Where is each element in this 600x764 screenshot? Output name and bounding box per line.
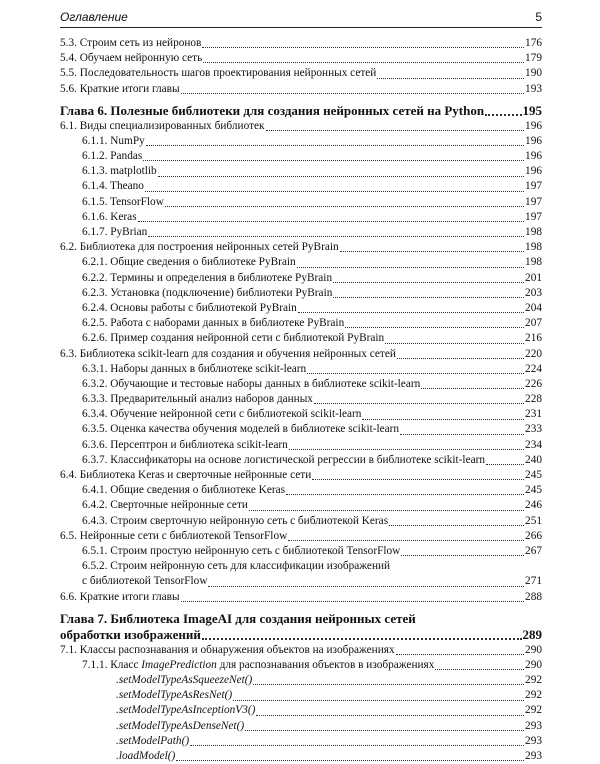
toc-entry-6-5-2-line1[interactable]: 6.5.2. Строим нейронную сеть для классификации изображений [82, 560, 391, 573]
toc-entry-6-5[interactable]: 6.5. Нейронные сети с библиотекой TensorFlow 266 [60, 529, 542, 542]
toc-entry-6-2-3[interactable]: 6.2.3. Установка (подключение) библиотеки PyBrain 203 [82, 286, 542, 299]
toc-entry-6-3[interactable]: 6.3. Библиотека scikit-learn для создания и обучения нейронных сетей 220 [60, 347, 542, 360]
toc-entry-6-2-1[interactable]: 6.2.1. Общие сведения о библиотеке PyBrain 198 [82, 256, 542, 269]
toc-entry-6-5-2-line2[interactable]: с библиотекой TensorFlow 271 [82, 575, 542, 588]
page-header [60, 6, 542, 28]
toc-entry-6-2-6[interactable]: 6.2.6. Пример создания нейронной сети с библиотекой PyBrain 216 [82, 332, 542, 345]
toc-entry-5-4[interactable]: 5.4. Обучаем нейронную сеть 179 [60, 52, 542, 65]
toc-chapter-7-line1[interactable]: Глава 7. Библиотека ImageAI для создания нейронных сетей [60, 610, 416, 626]
toc-entry-6-3-3[interactable]: 6.3.3. Предварительный анализ наборов данных 228 [82, 393, 542, 406]
toc-entry-6-1-1[interactable]: 6.1.1. NumPy 196 [82, 134, 542, 147]
toc-chapter-6[interactable]: Глава 6. Полезные библиотеки для создания нейронных сетей на Python 195 [60, 102, 542, 118]
toc-entry-6-3-1[interactable]: 6.3.1. Наборы данных в библиотеке scikit-learn 224 [82, 362, 542, 375]
toc-entry-6-3-2[interactable]: 6.3.2. Обучающие и тестовые наборы данных в библиотеке scikit-learn 226 [82, 377, 542, 390]
table-of-contents [60, 36, 542, 764]
toc-entry-6-1-3[interactable]: 6.1.3. matplotlib 196 [82, 165, 542, 178]
toc-chapter-7-line2[interactable]: обработки изображений 289 [60, 626, 542, 642]
toc-entry-6-4-3[interactable]: 6.4.3. Строим сверточную нейронную сеть с библиотекой Keras 251 [82, 514, 542, 527]
page-number: 5 [535, 10, 542, 24]
toc-entry-6-2-4[interactable]: 6.2.4. Основы работы с библиотекой PyBrain 204 [82, 301, 542, 314]
toc-method-setmodelpath[interactable]: .setModelPath() 293 [116, 734, 542, 747]
toc-entry-6-1-7[interactable]: 6.1.7. PyBrian 198 [82, 226, 542, 239]
toc-entry-6-4[interactable]: 6.4. Библиотека Keras и сверточные нейронные сети 245 [60, 469, 542, 482]
toc-entry-5-6[interactable]: 5.6. Краткие итоги главы 193 [60, 82, 542, 95]
toc-entry-7-1-1[interactable]: 7.1.1. Класс ImagePrediction для распознавания объектов в изображениях 290 [82, 658, 542, 671]
toc-entry-6-6[interactable]: 6.6. Краткие итоги главы 288 [60, 590, 542, 603]
toc-entry-6-1-4[interactable]: 6.1.4. Theano 197 [82, 180, 542, 193]
toc-entry-6-4-2[interactable]: 6.4.2. Сверточные нейронные сети 246 [82, 499, 542, 512]
toc-entry-6-5-1[interactable]: 6.5.1. Строим простую нейронную сеть с библиотекой TensorFlow 267 [82, 544, 542, 557]
toc-entry-6-2-5[interactable]: 6.2.5. Работа с наборами данных в библиотеке PyBrain 207 [82, 317, 542, 330]
toc-method-squeezenet[interactable]: .setModelTypeAsSqueezeNet() 292 [116, 674, 542, 687]
toc-method-loadmodel[interactable]: .loadModel() 293 [116, 750, 542, 763]
toc-method-resnet[interactable]: .setModelTypeAsResNet() 292 [116, 689, 542, 702]
toc-entry-5-3[interactable]: 5.3. Строим сеть из нейронов 176 [60, 36, 542, 49]
toc-entry-6-1-2[interactable]: 6.1.2. Pandas 196 [82, 150, 542, 163]
toc-entry-6-3-6[interactable]: 6.3.6. Персептрон и библиотека scikit-learn 234 [82, 438, 542, 451]
running-title: Оглавление [60, 10, 128, 24]
toc-method-inceptionv3[interactable]: .setModelTypeAsInceptionV3() 292 [116, 704, 542, 717]
toc-entry-7-1[interactable]: 7.1. Классы распознавания и обнаружения объектов на изображениях 290 [60, 643, 542, 656]
toc-entry-6-1-5[interactable]: 6.1.5. TensorFlow 197 [82, 195, 542, 208]
toc-entry-6-1-6[interactable]: 6.1.6. Keras 197 [82, 210, 542, 223]
toc-entry-6-3-5[interactable]: 6.3.5. Оценка качества обучения моделей в библиотеке scikit-learn 233 [82, 423, 542, 436]
toc-entry-6-3-4[interactable]: 6.3.4. Обучение нейронной сети с библиотекой scikit-learn 231 [82, 408, 542, 421]
toc-entry-6-1[interactable]: 6.1. Виды специализированных библиотек 196 [60, 119, 542, 132]
toc-entry-6-3-7[interactable]: 6.3.7. Классификаторы на основе логистической регрессии в библиотеке scikit-learn 240 [82, 453, 542, 466]
toc-entry-6-2[interactable]: 6.2. Библиотека для построения нейронных сетей PyBrain 198 [60, 241, 542, 254]
toc-method-densenet[interactable]: .setModelTypeAsDenseNet() 293 [116, 719, 542, 732]
toc-entry-5-5[interactable]: 5.5. Последовательность шагов проектирования нейронных сетей 190 [60, 67, 542, 80]
toc-entry-6-2-2[interactable]: 6.2.2. Термины и определения в библиотеке PyBrain 201 [82, 271, 542, 284]
toc-entry-6-4-1[interactable]: 6.4.1. Общие сведения о библиотеке Keras 245 [82, 484, 542, 497]
